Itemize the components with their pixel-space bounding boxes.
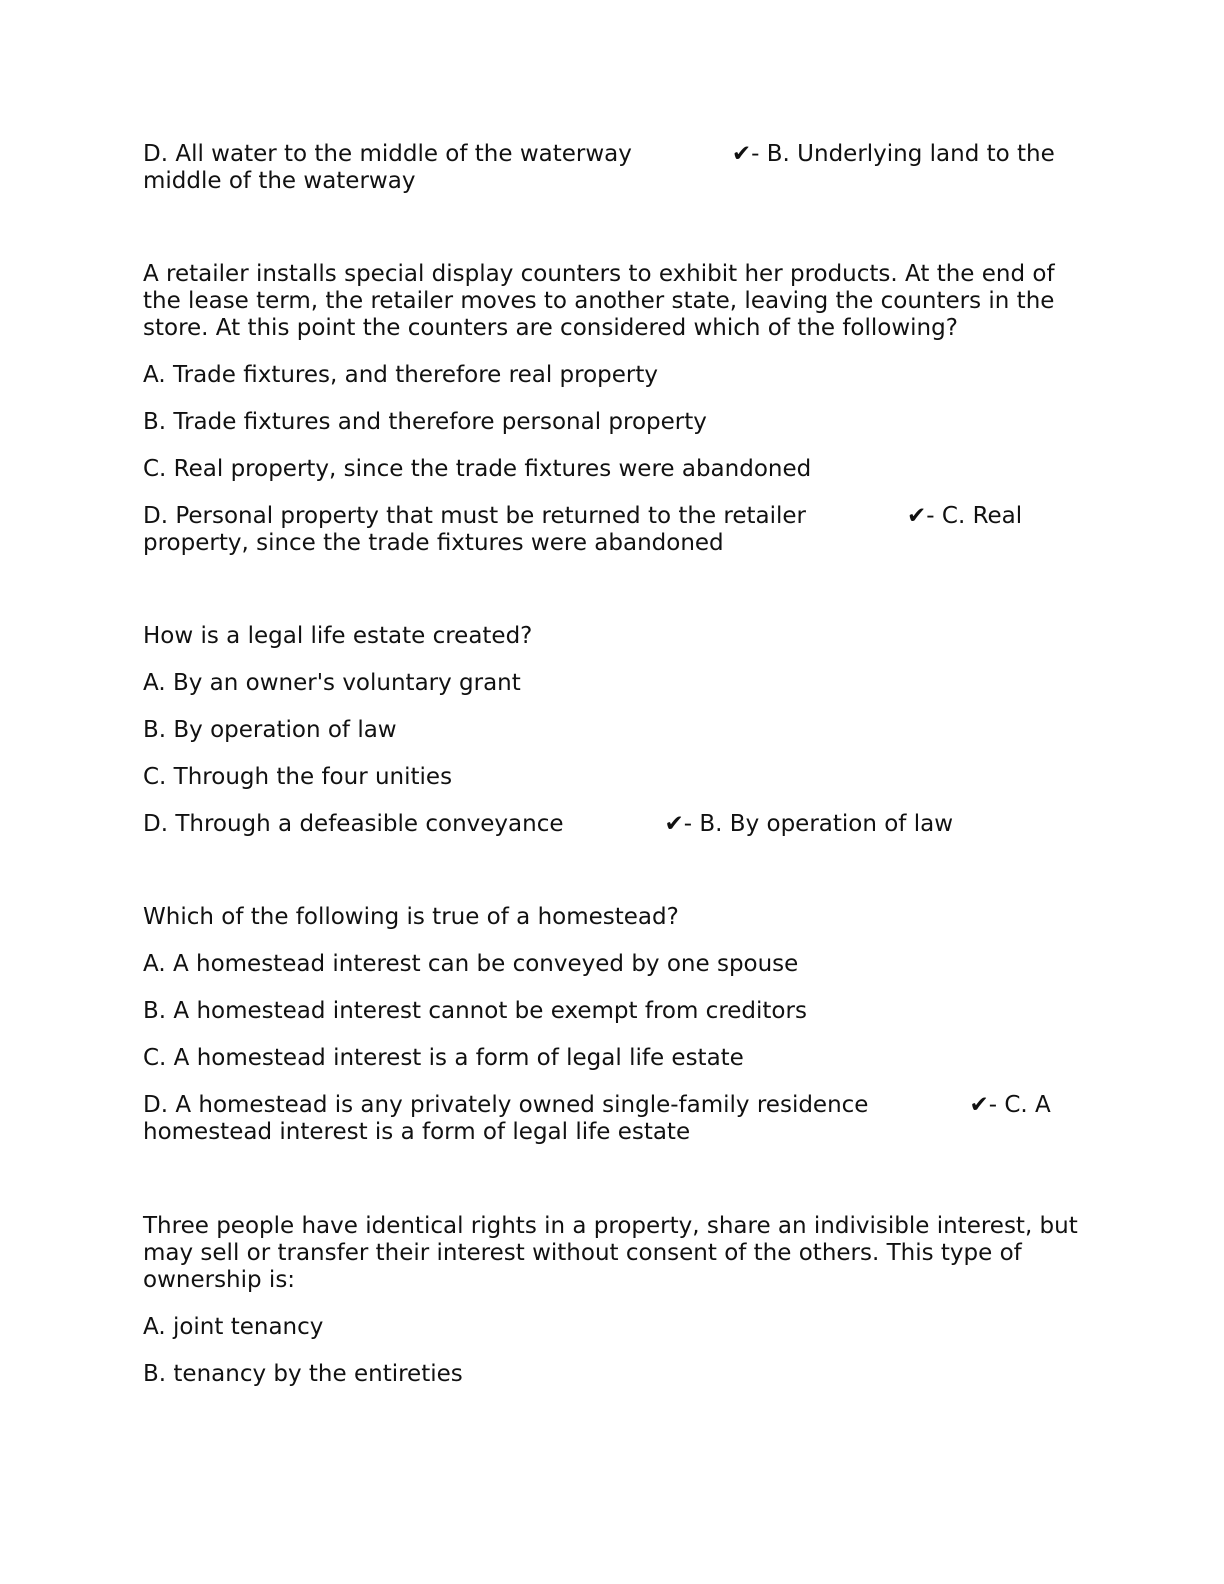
question-block-1: [143, 141, 1083, 195]
answer-text: ✔- C. Real property, since the trade fixtures were abandoned: [143, 503, 1023, 556]
last-option: D. Through a defeasible conveyance: [143, 811, 564, 837]
option-c: C. A homestead interest is a form of legal life estate: [143, 1045, 744, 1071]
answer-text: ✔- C. A homestead interest is a form of legal life estate: [143, 1092, 1051, 1145]
last-option-with-answer: [143, 811, 1083, 838]
option-a: A. Trade fixtures, and therefore real property: [143, 362, 658, 388]
option-b: B. tenancy by the entireties: [143, 1361, 463, 1387]
last-option: D. All water to the middle of the waterway: [143, 141, 632, 167]
answer-text: ✔- B. By operation of law: [664, 811, 954, 837]
last-option: D. A homestead is any privately owned single-family residence: [143, 1092, 869, 1118]
block-spacer: [143, 1146, 1083, 1213]
block-spacer: [143, 195, 1083, 261]
last-option-with-answer: [143, 141, 1083, 195]
option-a: A. By an owner's voluntary grant: [143, 670, 521, 696]
last-option-with-answer: [143, 1092, 1083, 1146]
block-spacer: [143, 838, 1083, 904]
question-text: How is a legal life estate created?: [143, 623, 533, 649]
option-b: B. By operation of law: [143, 717, 397, 743]
answer-text: ✔- B. Underlying land to the middle of the waterway: [143, 141, 1055, 194]
question-text: Three people have identical rights in a property, share an indivisible interest, but may sell or transfer their interest without consent of the others. This type of ownership is:: [143, 1213, 1078, 1293]
option-c: C. Through the four unities: [143, 764, 453, 790]
question-block-2: [143, 261, 1083, 557]
question-text: A retailer installs special display counters to exhibit her products. At the end of the lease term, the retailer moves to another state, leaving the counters in the store. At this point the counters are considered which of the following?: [143, 261, 1055, 341]
last-option: D. Personal property that must be returned to the retailer: [143, 503, 807, 529]
question-block-5: [143, 1213, 1083, 1388]
block-spacer: [143, 557, 1083, 623]
question-block-4: [143, 904, 1083, 1146]
option-b: B. A homestead interest cannot be exempt from creditors: [143, 998, 807, 1024]
question-block-3: [143, 623, 1083, 838]
question-text: Which of the following is true of a homestead?: [143, 904, 679, 930]
option-a: A. A homestead interest can be conveyed by one spouse: [143, 951, 799, 977]
last-option-with-answer: [143, 503, 1083, 557]
quiz-content: [143, 141, 1083, 1408]
option-a: A. joint tenancy: [143, 1314, 324, 1340]
option-c: C. Real property, since the trade fixtures were abandoned: [143, 456, 812, 482]
option-b: B. Trade fixtures and therefore personal property: [143, 409, 707, 435]
